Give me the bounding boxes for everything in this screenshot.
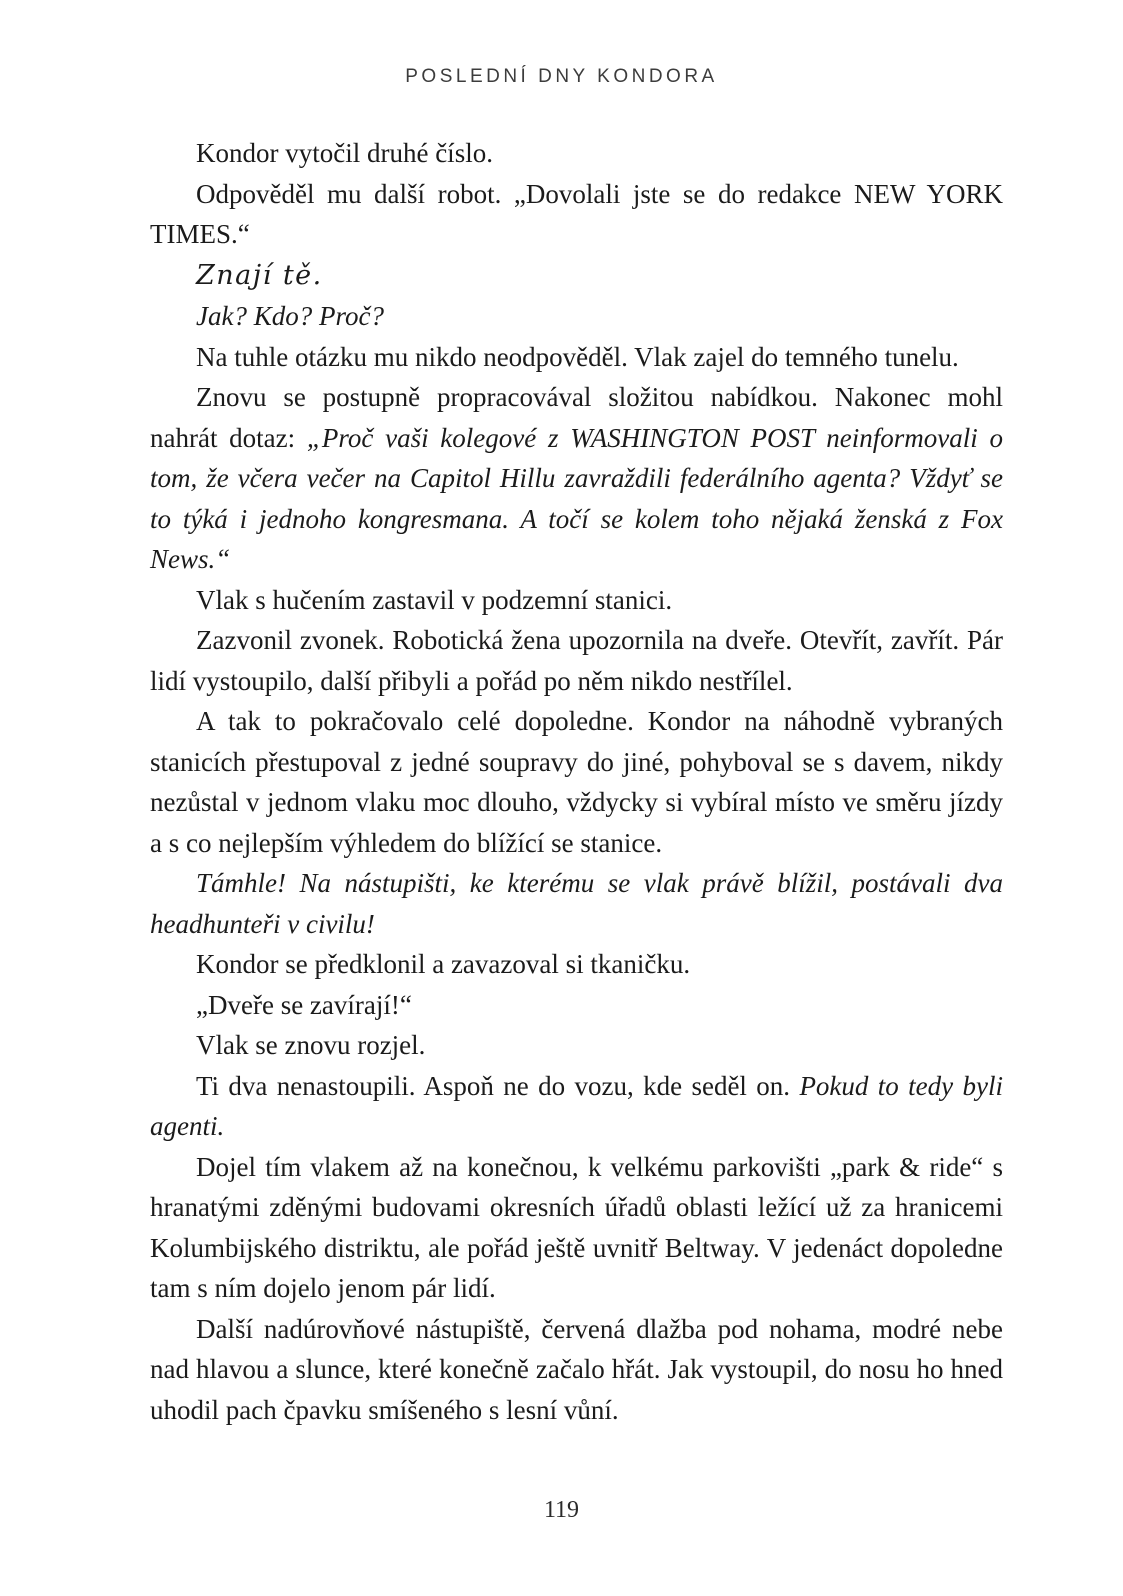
text-segment-script: Znají tě.: [196, 259, 323, 291]
paragraph: [150, 863, 1003, 944]
paragraph: [150, 701, 1003, 863]
paragraph: [150, 337, 1003, 378]
text-segment-normal: Kondor se předklonil a zavazoval si tkaničku.: [196, 949, 691, 979]
page-number: 119: [543, 1497, 580, 1523]
text-segment-normal: Zazvonil zvonek. Robotická žena upozornila na dveře. Otevřít, zavřít. Pár lidí vystoupilo, další přibyli a pořád po něm nikdo nestřílel.: [150, 625, 1003, 696]
running-header: POSLEDNÍ DNY KONDORA: [405, 66, 718, 87]
paragraph: [150, 174, 1003, 255]
text-segment-normal: Další nadúrovňové nástupiště, červená dlažba pod nohama, modré nebe nad hlavou a slunce, které konečně začalo hřát. Jak vystoupil, do nosu ho hned uhodil pach čpavku smíšeného s lesní vůní.: [150, 1313, 1003, 1425]
paragraph: [150, 944, 1003, 985]
text-segment-normal: Kondor vytočil druhé číslo.: [196, 138, 493, 168]
text-segment-italic: „Proč vaši kolegové z WASHINGTON POST neinformovali o tom, že včera večer na Capitol Hillu zavraždili federálního agenta? Vždyť se to týká i jednoho kongresmana. A točí se kolem toho nějaká ženská z Fox News.“: [150, 422, 1003, 574]
text-segment-normal: Odpověděl mu další robot. „Dovolali jste se do redakce NEW YORK TIMES.“: [150, 178, 1003, 249]
text-segment-italic: Jak? Kdo? Proč?: [196, 301, 384, 331]
text-segment-normal: Na tuhle otázku mu nikdo neodpověděl. Vlak zajel do temného tunelu.: [196, 341, 959, 372]
text-segment-normal: Vlak s hučením zastavil v podzemní stanici.: [196, 584, 673, 615]
paragraph: [150, 296, 1003, 337]
paragraph: [150, 255, 1003, 297]
paragraph: [150, 377, 1003, 580]
paragraph: [150, 133, 1003, 174]
text-segment-normal: Znovu se postupně propracovával složitou nabídkou. Nakonec mohl nahrát dotaz:: [150, 382, 1003, 453]
text-segment-normal: Dojel tím vlakem až na konečnou, k velkému parkovišti „park & ride“ s hranatými zděnými budovami okresních úřadů oblasti ležící už za hranicemi Kolumbijského distriktu, ale pořád ještě uvnitř Beltway. V jedenáct dopoledne tam s ním dojelo jenom pár lidí.: [150, 1151, 1003, 1303]
text-segment-normal: „Dveře se zavírají!“: [196, 989, 412, 1020]
text-segment-normal: Ti dva nenastoupili. Aspoň ne do vozu, kde seděl on.: [196, 1070, 800, 1101]
text-segment-italic: Pokud to tedy byli agenti.: [150, 1070, 1003, 1141]
paragraph: [150, 1309, 1003, 1431]
paragraph: [150, 1066, 1003, 1147]
paragraph: [150, 985, 1003, 1026]
text-segment-normal: A tak to pokračovalo celé dopoledne. Kondor na náhodně vybraných stanicích přestupoval z jedné soupravy do jiné, pohyboval se s davem, nikdy nezůstal v jednom vlaku moc dlouho, vždycky si vybíral místo ve směru jízdy a s co nejlepším výhledem do blížící se stanice.: [150, 706, 1003, 858]
text-segment-normal: Vlak se znovu rozjel.: [196, 1030, 426, 1060]
paragraph: [150, 1147, 1003, 1309]
text-segment-italic: Támhle! Na nástupišti, ke kterému se vlak právě blížil, postávali dva headhunteři v civilu!: [150, 868, 1003, 939]
page-body: [150, 133, 1003, 1430]
paragraph: [150, 580, 1003, 621]
paragraph: [150, 1025, 1003, 1066]
paragraph: [150, 620, 1003, 701]
